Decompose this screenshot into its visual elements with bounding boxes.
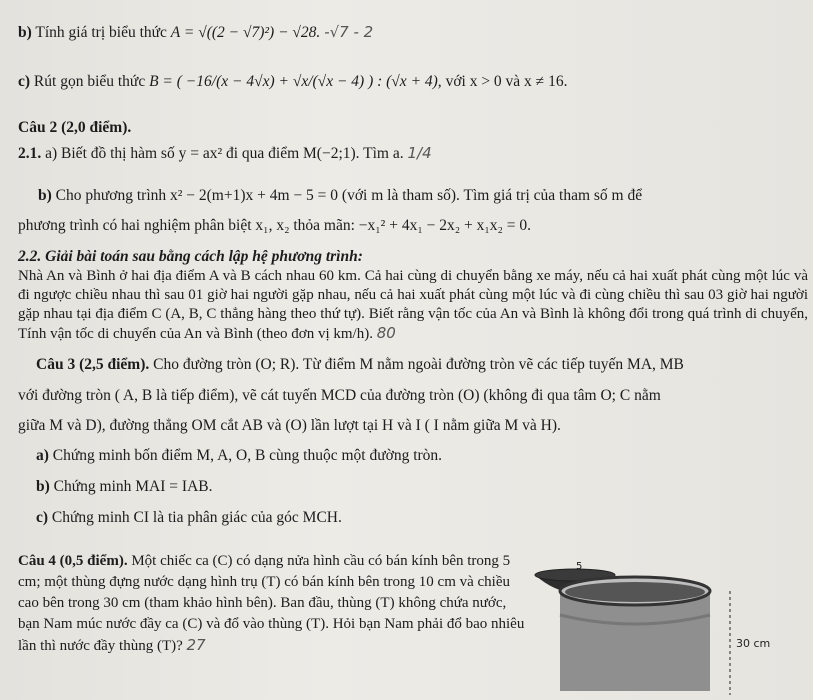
bucket-height-label: 30 cm	[736, 637, 771, 650]
q3c-label: c)	[36, 509, 49, 526]
q2-heading: Câu 2 (2,0 điểm).	[18, 119, 132, 136]
q3b-line	[36, 477, 212, 497]
q3-label: Câu 3 (2,5 điểm).	[36, 356, 150, 373]
q21a-text: a) Biết đồ thị hàm số y = ax² đi qua điểm M(−2;1). Tìm a.	[45, 145, 404, 162]
q21b-line2: phương trình có hai nghiệm phân biệt x₁, x₂ thỏa mãn: −x₁² + 4x₁ − 2x₂ + x₁x₂ = 0.	[18, 217, 532, 234]
q1c-condition: với x > 0 và x ≠ 16.	[445, 73, 568, 90]
bucket-inner	[565, 582, 705, 602]
q22-body	[18, 267, 808, 344]
q3-line2: với đường tròn ( A, B là tiếp điểm), vẽ cát tuyến MCD của đường tròn (O) (không đi qua tâm O; C nằm	[18, 387, 661, 404]
q4-body-text: Một chiếc ca (C) có dạng nửa hình cầu có bán kính bên trong 5 cm; một thùng đựng nước dạng hình trụ (T) có bán kính bên trong 10 cm và chiều cao bên trong 30 cm (tham khảo hình bên). Ban đầu, thùng (T) không chứa nước, bạn Nam múc nước đầy ca (C) và đổ vào thùng (T). Hỏi bạn Nam phải đổ bao nhiêu lần thì nước đầy thùng (T)?	[18, 553, 525, 654]
q21-label: 2.1.	[18, 145, 42, 162]
q1c-formula: B = ( −16/(x − 4√x) + √x/(√x − 4) ) : (√x + 4),	[149, 73, 442, 90]
q1b-text: Tính giá trị biểu thức	[35, 24, 167, 41]
q22-heading: 2.2. Giải bài toán sau bằng cách lập hệ phương trình:	[18, 248, 363, 265]
q21a-line	[18, 143, 432, 164]
q1c-label: c)	[18, 73, 31, 90]
q21a-handwriting: 1/4	[407, 144, 432, 162]
q4-label: Câu 4 (0,5 điểm).	[18, 553, 128, 569]
q3-line3: giữa M và D), đường thẳng OM cắt AB và (O) lần lượt tại H và I ( I nằm giữa M và H).	[18, 417, 561, 434]
q1b-handwriting: -√7 - 2	[324, 23, 374, 41]
q3-line1-text: Cho đường tròn (O; R). Từ điểm M nằm ngoài đường tròn vẽ các tiếp tuyến MA, MB	[153, 356, 684, 373]
q1b-formula: A = √((2 − √7)²) − √28.	[170, 24, 321, 41]
q21b-line	[38, 186, 642, 206]
q22-body-text: Nhà An và Bình ở hai địa điểm A và B cách nhau 60 km. Cả hai cùng di chuyển bằng xe máy, nếu cả hai xuất phát cùng một lúc và đi ngược chiều nhau thì sau 01 giờ hai người gặp nhau, nếu cả hai xuất phát cùng một lúc và đi cùng chiều thì sau 03 giờ hai người gặp nhau tại địa điểm C (A, B, C thẳng hàng theo thứ tự). Biết rằng vận tốc của An và Bình là không đổi trong quá trình di chuyển, Tính vận tốc di chuyển của An và Bình (theo đơn vị km/h).	[18, 268, 808, 342]
q4-body	[18, 551, 530, 657]
q3-line1	[36, 355, 684, 375]
q3a-text: Chứng minh bốn điểm M, A, O, B cùng thuộc một đường tròn.	[52, 447, 443, 464]
q1b-line	[18, 22, 373, 43]
q3a-label: a)	[36, 447, 49, 464]
q1b-label: b)	[18, 24, 32, 41]
q4-handwriting: 27	[186, 636, 206, 654]
q3a-line	[36, 446, 442, 466]
q3c-text: Chứng minh CI là tia phân giác của góc MCH.	[51, 509, 342, 526]
q21b-label: b)	[38, 187, 52, 204]
ladle-radius-label: 5	[576, 561, 583, 572]
q1c-line	[18, 72, 567, 92]
q21b-text1: Cho phương trình x² − 2(m+1)x + 4m − 5 = 0 (với m là tham số). Tìm giá trị của tham số m để	[55, 187, 643, 204]
q22-handwriting: 80	[376, 324, 396, 342]
q1c-text: Rút gọn biểu thức	[33, 73, 146, 90]
q3b-label: b)	[36, 478, 50, 495]
q3c-line	[36, 508, 342, 528]
bowl-and-bucket-figure	[520, 555, 771, 700]
q3b-text: Chứng minh MAI = IAB.	[53, 478, 213, 495]
